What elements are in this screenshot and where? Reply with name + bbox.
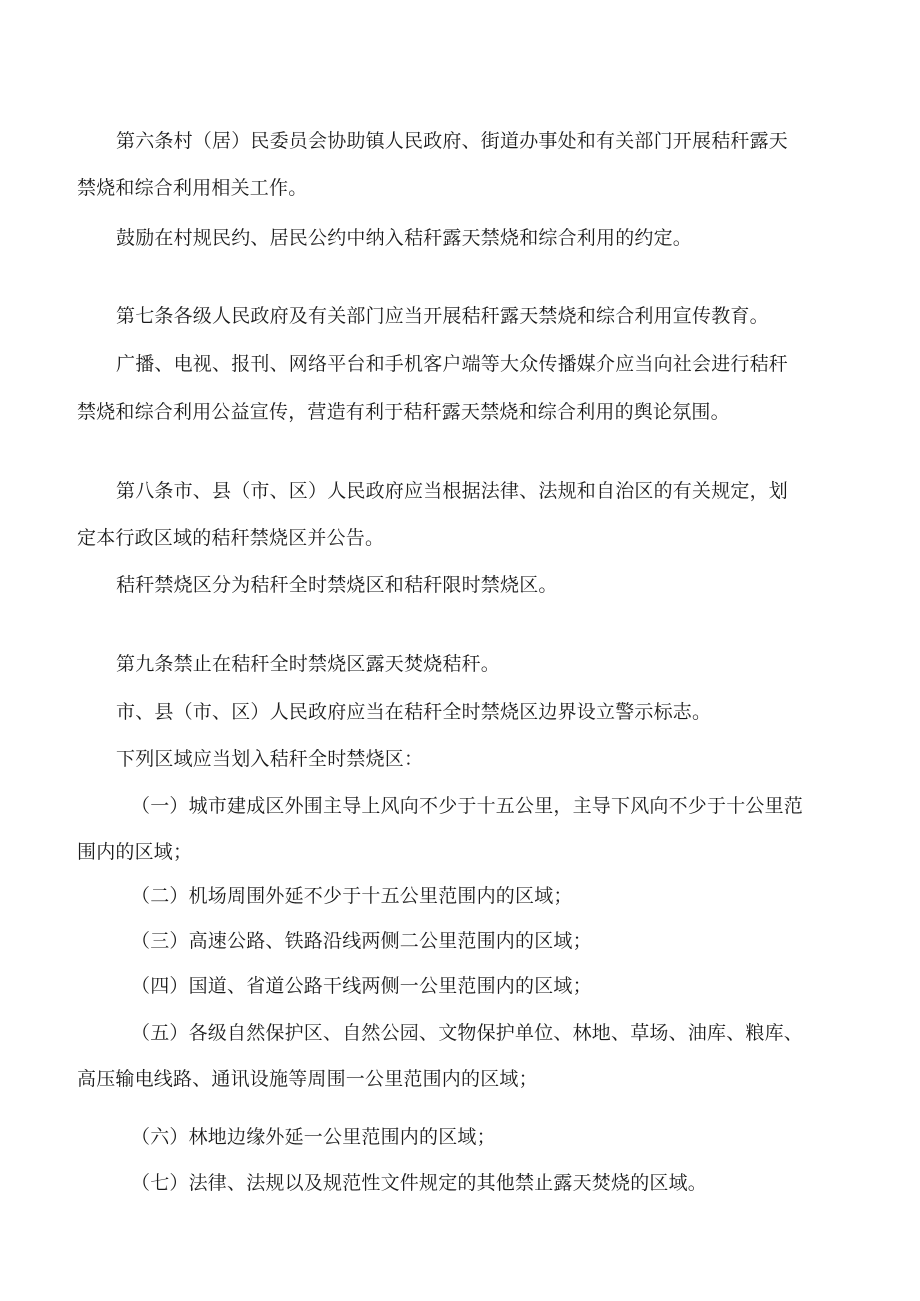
article-8-text: 第八条市、县（市、区）人民政府应当根据法律、法规和自治区的有关规定，划: [116, 480, 789, 502]
list-item-1-cont: 围内的区域；: [77, 841, 193, 863]
article-9-paragraph-3: 下列区域应当划入秸秆全时禁烧区：: [116, 748, 424, 770]
article-8-paragraph-2: 秸秆禁烧区分为秸秆全时禁烧区和秸秆限时禁烧区。: [116, 574, 558, 596]
list-item-4: （四）国道、省道公路干线两侧一公里范围内的区域；: [131, 975, 592, 997]
article-6-text: 第六条村（居）民委员会协助镇人民政府、街道办事处和有关部门开展秸秆露天: [116, 130, 789, 152]
article-9-text: 第九条禁止在秸秆全时禁烧区露天焚烧秸秆。: [116, 653, 501, 675]
list-item-3: （三）高速公路、铁路沿线两侧二公里范围内的区域；: [131, 930, 592, 952]
list-item-2: （二）机场周围外延不少于十五公里范围内的区域；: [131, 885, 573, 907]
article-6-paragraph-2: 鼓励在村规民约、居民公约中纳入秸秆露天禁烧和综合利用的约定。: [116, 227, 693, 249]
list-item-5-cont: 高压输电线路、通讯设施等周围一公里范围内的区域；: [77, 1068, 538, 1090]
article-7-paragraph-2: 广播、电视、报刊、网络平台和手机客户端等大众传播媒介应当向社会进行秸秆: [116, 353, 789, 375]
list-item-5: （五）各级自然保护区、自然公园、文物保护单位、林地、草场、油库、粮库、: [131, 1022, 804, 1044]
article-6-text-cont: 禁烧和综合利用相关工作。: [77, 177, 308, 199]
list-item-6: （六）林地边缘外延一公里范围内的区域；: [131, 1126, 496, 1148]
article-7-paragraph-2-cont: 禁烧和综合利用公益宣传，营造有利于秸秆露天禁烧和综合利用的舆论氛围。: [77, 401, 730, 423]
list-item-1: （一）城市建成区外围主导上风向不少于十五公里，主导下风向不少于十公里范: [131, 795, 804, 817]
article-8-text-cont: 定本行政区域的秸秆禁烧区并公告。: [77, 527, 385, 549]
list-item-7: （七）法律、法规以及规范性文件规定的其他禁止露天焚烧的区域。: [131, 1172, 708, 1194]
article-9-paragraph-2: 市、县（市、区）人民政府应当在秸秆全时禁烧区边界设立警示标志。: [116, 701, 712, 723]
article-7-text: 第七条各级人民政府及有关部门应当开展秸秆露天禁烧和综合利用宣传教育。: [116, 305, 769, 327]
